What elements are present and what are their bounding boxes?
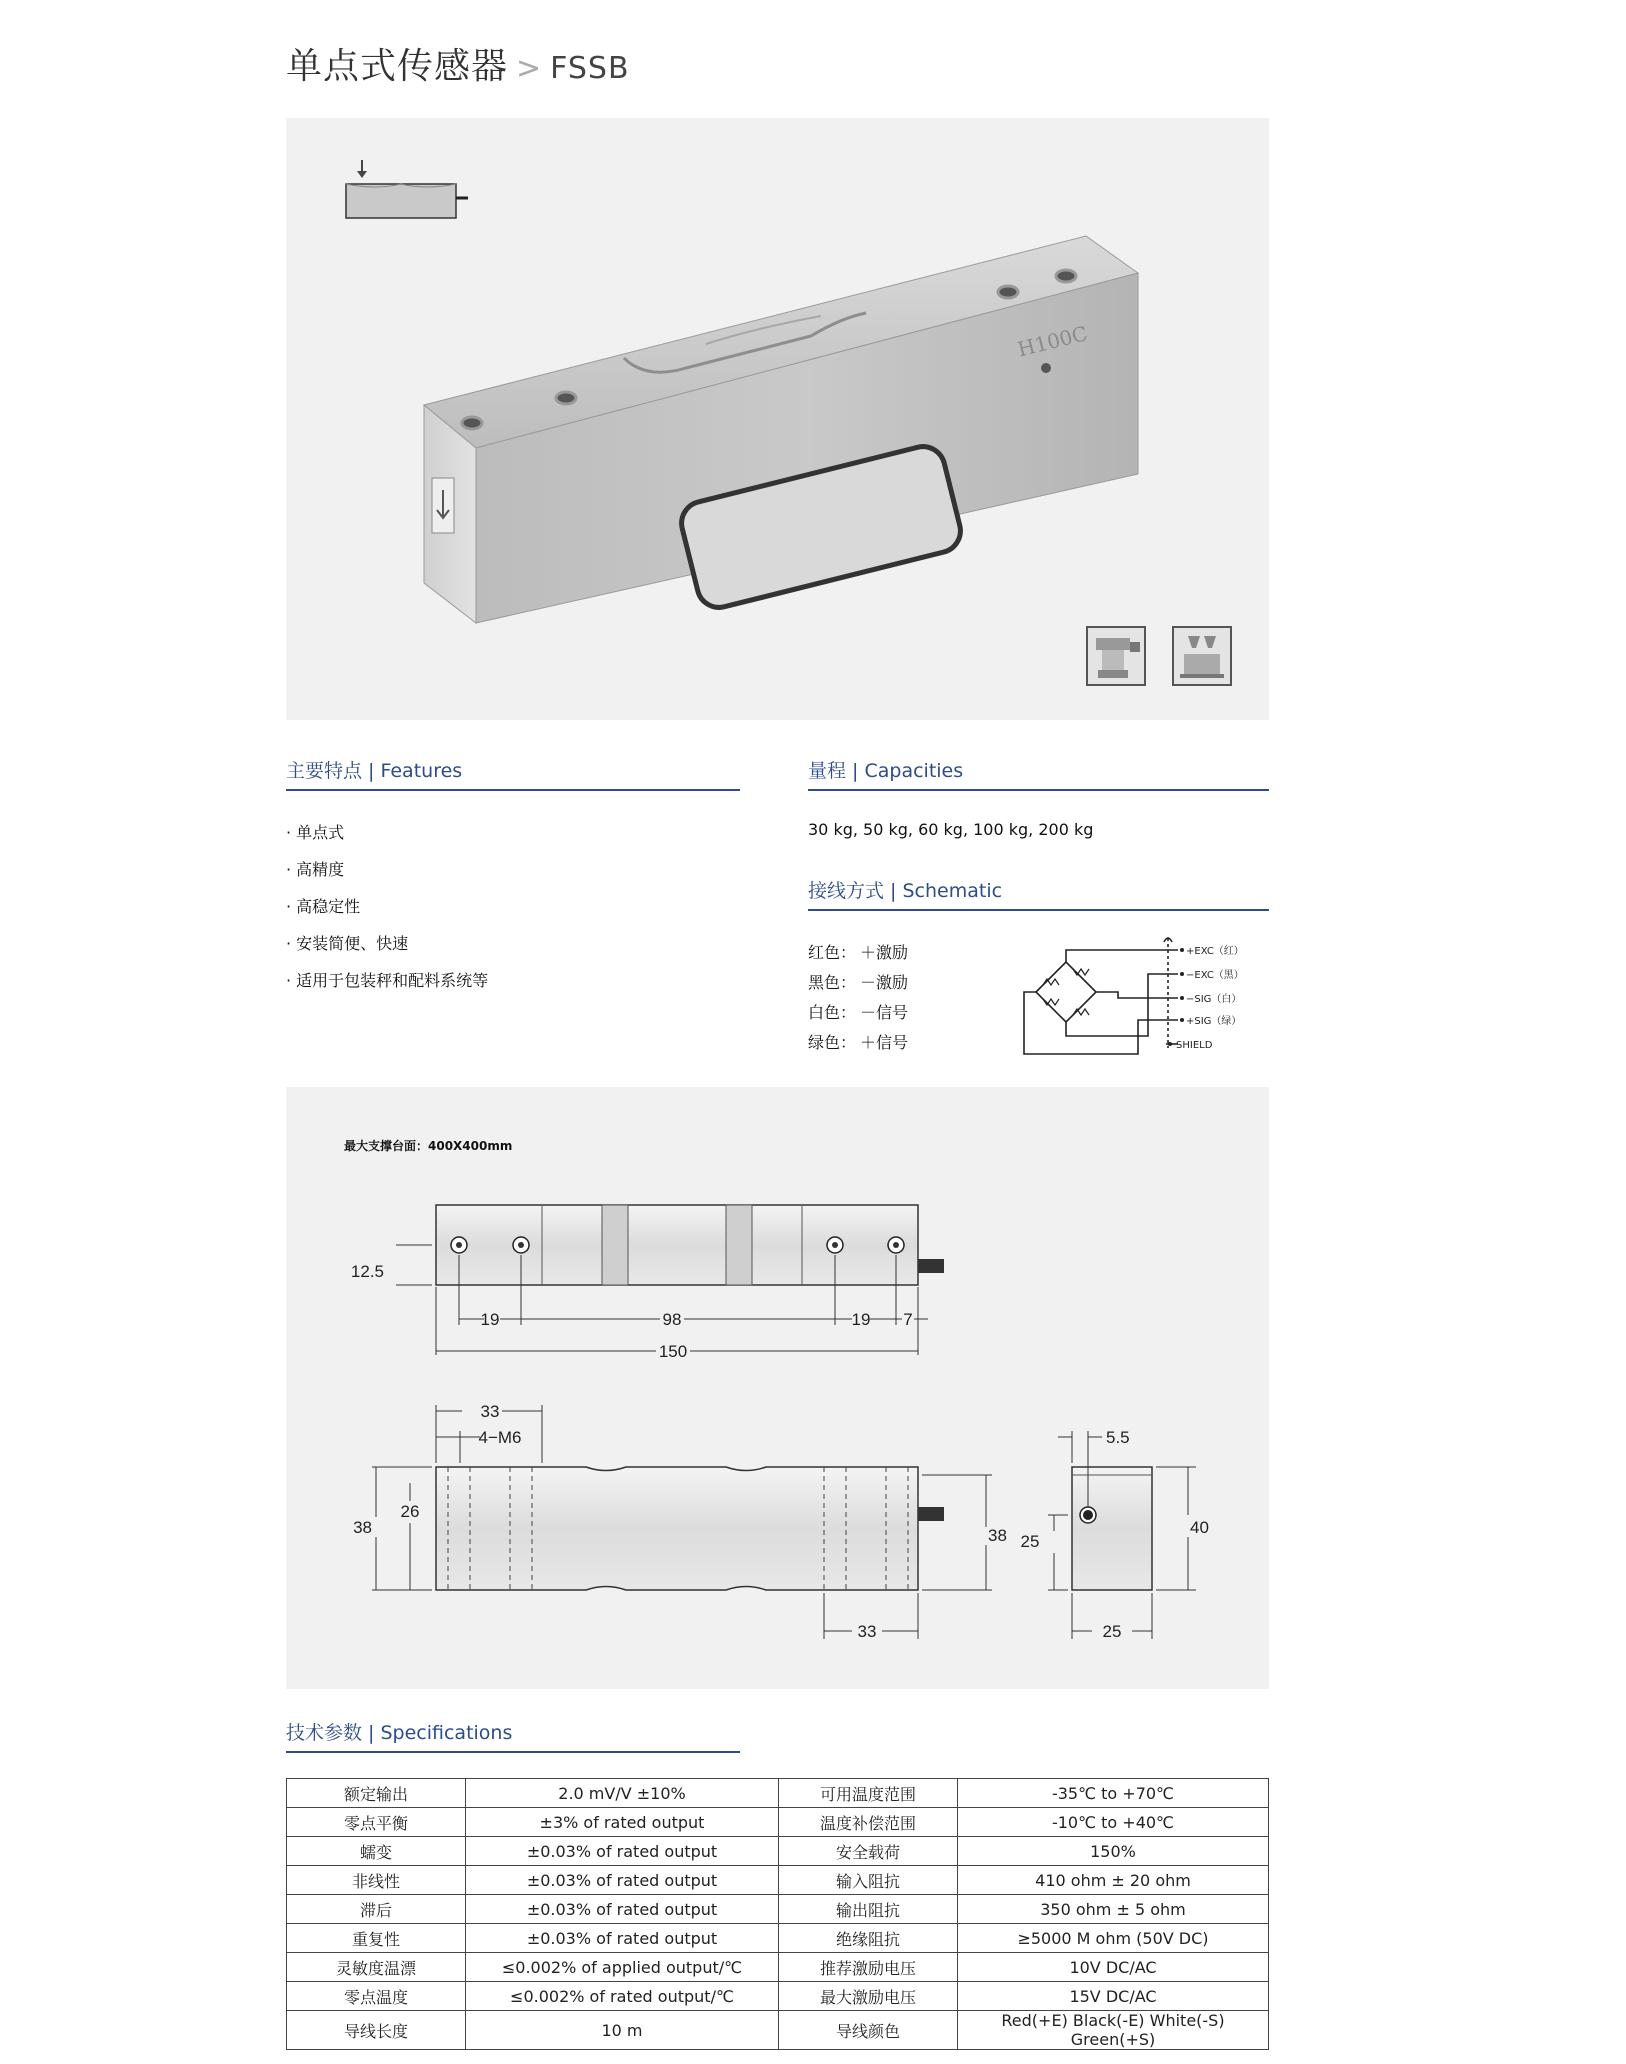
engraving-text: H100C xyxy=(1015,321,1090,362)
list-item: · 适用于包装秤和配料系统等 xyxy=(286,971,489,990)
wire-row: 红色： ＋激励 xyxy=(808,943,909,962)
specifications-table xyxy=(286,1778,1269,2050)
dim-label: 19 xyxy=(851,1310,871,1329)
schematic-label: +SIG（绿） xyxy=(1186,1016,1242,1027)
schematic-label: SHIELD xyxy=(1176,1040,1213,1051)
breadcrumb-category[interactable]: 单点式传感器 xyxy=(286,46,509,87)
end-view xyxy=(1021,1428,1209,1641)
features-heading: 主要特点 | Features xyxy=(286,756,740,791)
load-direction-icon xyxy=(346,160,468,218)
platform-scale-thumbnail[interactable] xyxy=(1086,626,1146,686)
dimension-drawing-panel xyxy=(286,1087,1269,1689)
dim-label: 12.5 xyxy=(350,1262,384,1281)
wire-row: 黑色： －激励 xyxy=(808,973,909,992)
list-item: · 安装简便、快速 xyxy=(286,934,409,953)
table-row: 非线性 ±0.03% of rated output 输入阻抗 410 ohm ± 20 ohm xyxy=(287,1866,1269,1895)
top-view xyxy=(351,1205,944,1361)
dim-label: 38 xyxy=(988,1526,1007,1545)
table-row: 滞后 ±0.03% of rated output 输出阻抗 350 ohm ± 5 ohm xyxy=(287,1895,1269,1924)
schematic-label: −SIG（白） xyxy=(1186,994,1242,1005)
specifications-heading: 技术参数 | Specifications xyxy=(286,1718,740,1753)
list-item: · 高稳定性 xyxy=(286,897,361,916)
dim-label: 19 xyxy=(480,1310,500,1329)
dim-label: 25 xyxy=(1020,1532,1040,1551)
breadcrumb-separator: > xyxy=(516,51,543,86)
wire-row: 绿色： ＋信号 xyxy=(808,1033,909,1052)
list-item: · 高精度 xyxy=(286,860,345,879)
dim-label: 150 xyxy=(658,1342,688,1361)
dim-label: 4−M6 xyxy=(478,1428,522,1447)
dim-label: 7 xyxy=(903,1310,913,1329)
table-row: 零点温度 ≤0.002% of rated output/℃ 最大激励电压 15V DC/AC xyxy=(287,1982,1269,2011)
drawing-note: 最大支撑台面：400X400mm xyxy=(344,1139,513,1153)
table-row: 额定输出 2.0 mV/V ±10% 可用温度范围 -35℃ to +70℃ xyxy=(287,1779,1269,1808)
weighing-application-thumbnail[interactable] xyxy=(1172,626,1232,686)
page-title: FSSB xyxy=(550,51,630,86)
capacities-heading: 量程 | Capacities xyxy=(808,756,1269,791)
wire-legend xyxy=(808,940,908,1060)
dimension-drawing xyxy=(286,1087,1269,1689)
dim-label: 98 xyxy=(662,1310,682,1329)
table-row: 导线长度 10 m 导线颜色 Red(+E) Black(-E) White(-S) Green(+S) xyxy=(287,2011,1269,2050)
capacities-text: 30 kg, 50 kg, 60 kg, 100 kg, 200 kg xyxy=(808,820,1094,839)
breadcrumb xyxy=(286,38,630,89)
schematic-label: −EXC（黑） xyxy=(1186,970,1244,981)
dim-label: 25 xyxy=(1102,1622,1122,1641)
list-item: · 单点式 xyxy=(286,823,345,842)
table-row: 灵敏度温漂 ≤0.002% of applied output/℃ 推荐激励电压 10V DC/AC xyxy=(287,1953,1269,1982)
table-row: 重复性 ±0.03% of rated output 绝缘阻抗 ≥5000 M ohm (50V DC) xyxy=(287,1924,1269,1953)
dim-label: 33 xyxy=(857,1622,877,1641)
table-row: 蠕变 ±0.03% of rated output 安全载荷 150% xyxy=(287,1837,1269,1866)
side-view xyxy=(353,1402,1007,1641)
wiring-schematic-diagram xyxy=(988,932,1244,1058)
dim-label: 26 xyxy=(400,1502,420,1521)
hopper-icon xyxy=(1174,628,1230,684)
scale-icon xyxy=(1088,628,1144,684)
wire-row: 白色： －信号 xyxy=(808,1003,909,1022)
dim-label: 40 xyxy=(1190,1518,1209,1537)
schematic-heading: 接线方式 | Schematic xyxy=(808,876,1269,911)
features-list xyxy=(286,820,488,1005)
product-image-panel xyxy=(286,118,1269,720)
dim-label: 33 xyxy=(480,1402,500,1421)
dim-label: 5.5 xyxy=(1106,1428,1130,1447)
table-row: 零点平衡 ±3% of rated output 温度补偿范围 -10℃ to +40℃ xyxy=(287,1808,1269,1837)
dim-label: 38 xyxy=(353,1518,372,1537)
schematic-label: +EXC（红） xyxy=(1186,946,1244,957)
